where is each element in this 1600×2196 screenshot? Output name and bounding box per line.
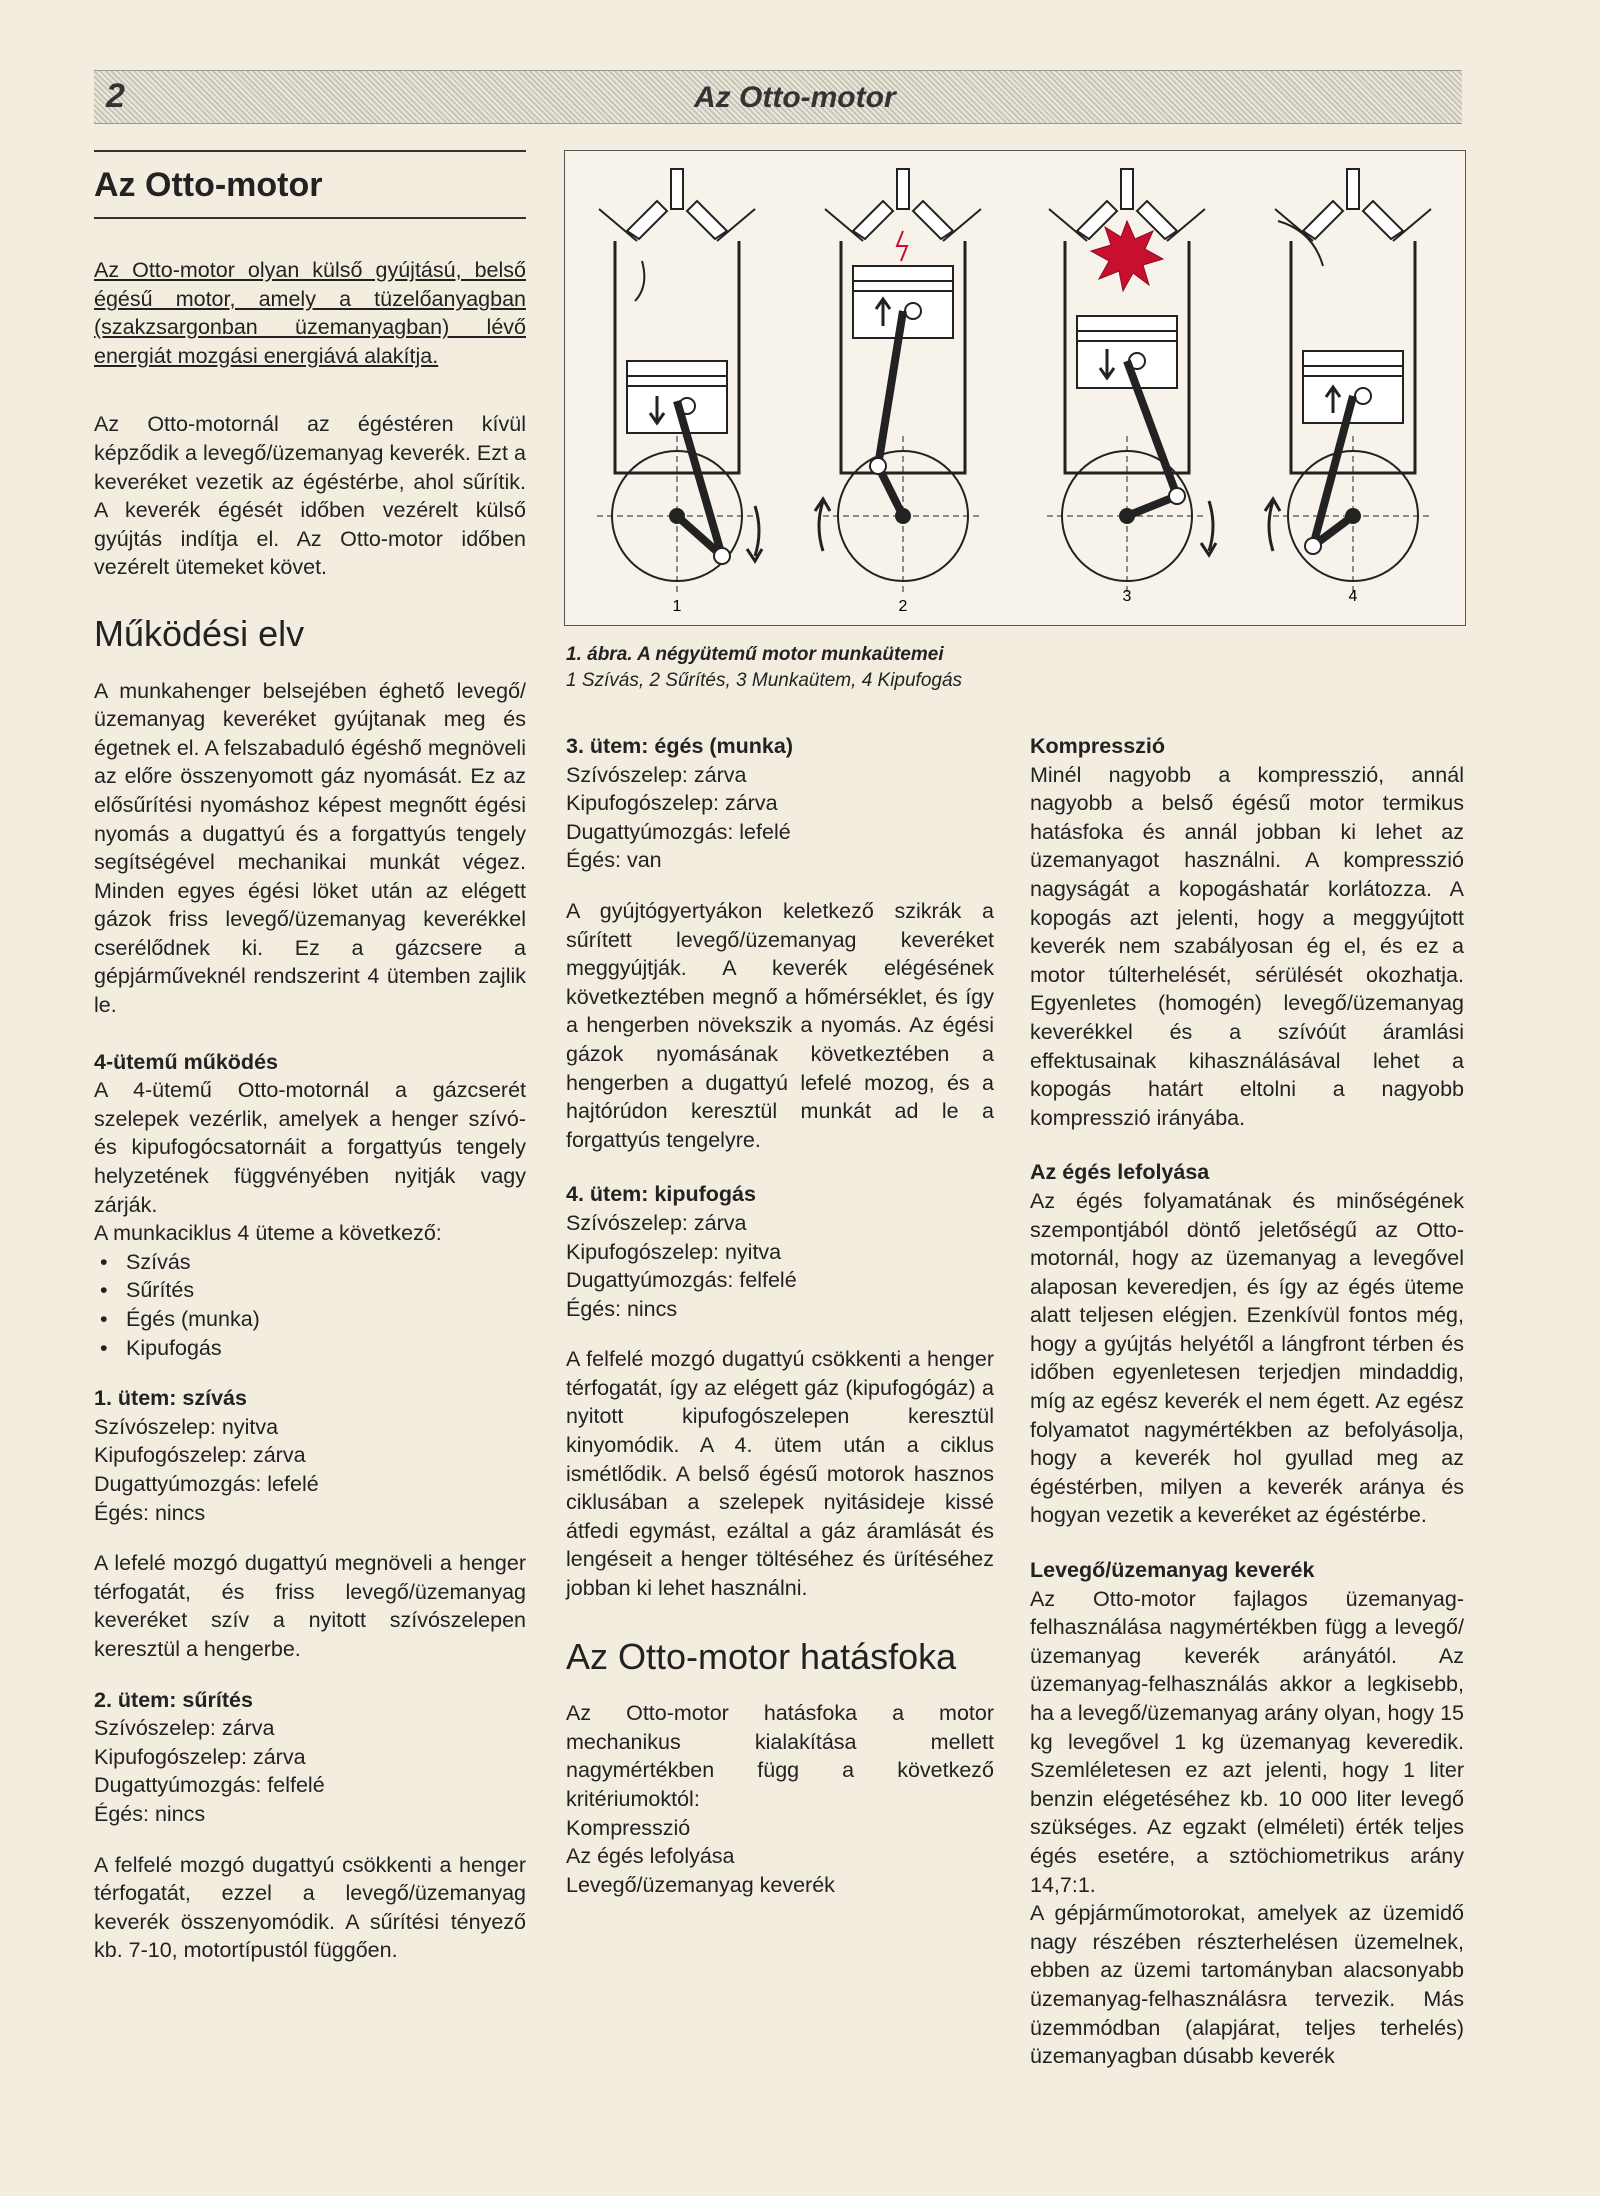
heading-stroke-1: 1. ütem: szívás xyxy=(94,1386,247,1411)
cylinder-1-intake xyxy=(597,169,762,596)
main-title: Az Otto-motor xyxy=(94,150,526,219)
stroke-1-line: Kipufogószelep: zárva xyxy=(94,1443,306,1468)
stroke-1-paragraph: A lefelé mozgó dugattyú megnöveli a henger térfogatát, és friss levegő/üzemanyag keveréket szív a nyitott szívószelepen keresztül a hengerbe. xyxy=(94,1551,526,1661)
stroke-1-line: Dugattyúmozgás: lefelé xyxy=(94,1471,319,1496)
mixture-paragraph-2: A gépjárműmotorokat, amelyek az üzemidő nagy részében részterhelésen üzemelnek, ebben az üzemi tartományban alacsonyabb üzemanyag-felhasználásra tervezik. Más üzemmódban (alapjárat, teljes terhelés) üzemanyagban dúsabb keverék xyxy=(1030,1901,1464,2069)
paragraph-1: Az Otto-motornál az égéstéren kívül képződik a levegő/üzemanyag keverék. Ezt a keveréket vezetik az égéstérbe, ahol sűrítik. A keverék égését időben vezérelt külső gyújtás indítja el. Az Otto-motor időben vezérelt ütemeket követ. xyxy=(94,412,526,580)
heading-kompresszio: Kompresszió xyxy=(1030,734,1166,758)
list-item: • Sűrítés xyxy=(94,1276,526,1305)
right-column xyxy=(1030,732,1464,2071)
heading-stroke-4: 4. ütem: kipufogás xyxy=(566,1182,756,1207)
middle-column xyxy=(566,732,994,1899)
figure-caption-title: 1. ábra. A négyütemű motor munkaütemei xyxy=(566,644,944,665)
figure-label-4: 4 xyxy=(1348,588,1358,605)
page-header xyxy=(94,70,1462,124)
section-heading-hatasfok: Az Otto-motor hatásfoka xyxy=(566,1635,957,1677)
stroke-3-line: Szívószelep: zárva xyxy=(566,762,747,787)
left-column xyxy=(94,256,526,1987)
engine-stroke-figure xyxy=(564,150,1466,626)
stroke-3-paragraph: A gyújtógyertyákon keletkező szikrák a sűrített levegő/üzemanyag keveréket meggyújtják. A keverék elégésének következtében megnő a hőmérséklet, és így a hengerben növekszik a nyomás. Az égési gázok nyomásának következtében a hengerben a dugattyú lefelé mozog, és a hajtórúdon keresztül munkát ad le a forgattyús tengelyre. xyxy=(566,898,994,1152)
stroke-3-line: Dugattyúmozgás: lefelé xyxy=(566,819,791,844)
stroke-4-line: Kipufogószelep: nyitva xyxy=(566,1239,782,1264)
stroke-4-paragraph: A felfelé mozgó dugattyú csökkenti a henger térfogatát, így az elégett gáz (kipufogógáz) a nyitott kipufogószelepen keresztül kinyomódik. A 4. ütem után a ciklus ismétlődik. A belső égésű motorok hasznos ciklusában a szelepek nyitásideje kissé átfedi egymást, ezáltal a gáz áramlását és lengéseit a henger töltéséhez és ürítéséhez jobban ki lehet használni. xyxy=(566,1347,994,1601)
figure-caption xyxy=(566,642,1026,694)
list-item: • Szívás xyxy=(94,1248,526,1277)
stroke-1-line: Égés: nincs xyxy=(94,1500,206,1525)
efficiency-item: Kompresszió xyxy=(566,1815,691,1840)
cylinder-3-power xyxy=(1047,169,1216,596)
figure-label-2: 2 xyxy=(898,598,908,615)
heading-eges-lefolyasa: Az égés lefolyása xyxy=(1030,1160,1210,1185)
mixture-paragraph-1: Az Otto-motor fajlagos üzemanyag-felhasználása nagymértékben függ a levegő/üzemanyag keverék arányától. Az üzemanyag-felhasználás akkor a legkisebb, ha a levegő/üzemanyag arány olyan, hogy 15 kg levegővel 1 kg üzemanyag keveredik. Szemléletesen ez azt jelenti, hogy 1 liter benzin elégetéséhez kb. 10 000 liter levegő szükséges. Az egzakt (elméleti) érték teljes égés esetére, a sztöchiometrikus arány 14,7:1. xyxy=(1030,1586,1464,1897)
figure-caption-text: 1 Szívás, 2 Sűrítés, 3 Munkaütem, 4 Kipufogás xyxy=(566,670,963,691)
intro-paragraph: Az Otto-motor olyan külső gyújtású, belső égésű motor, amely a tüzelőanyagban (szakzsargonban üzemanyagban) lévő energiát mozgási energiává alakítja. xyxy=(94,258,526,368)
paragraph-4-utemu: A 4-ütemű Otto-motornál a gázcserét szelepek vezérlik, amelyek a henger szívó- és kipufogócsatornáit a forgattyús tengely helyzetének függvényében nyitják vagy zárják. xyxy=(94,1078,526,1217)
heading-keverek: Levegő/üzemanyag keverék xyxy=(1030,1558,1315,1583)
list-intro: A munkaciklus 4 üteme a következő: xyxy=(94,1221,442,1246)
stroke-3-line: Égés: van xyxy=(566,848,662,873)
list-item: • Égés (munka) xyxy=(94,1305,526,1334)
section-heading-mukodesi-elv: Működési elv xyxy=(94,612,305,654)
page-number: 2 xyxy=(106,77,125,115)
stroke-2-line: Dugattyúmozgás: felfelé xyxy=(94,1773,325,1798)
stroke-1-line: Szívószelep: nyitva xyxy=(94,1414,279,1439)
stroke-list xyxy=(94,1248,526,1362)
header-title: Az Otto-motor xyxy=(694,81,896,114)
figure-label-3: 3 xyxy=(1122,588,1132,605)
efficiency-paragraph: Az Otto-motor hatásfoka a motor mechanikus kialakítása mellett nagymértékben függ a következő kritériumoktól: xyxy=(566,1701,994,1811)
efficiency-item: Levegő/üzemanyag keverék xyxy=(566,1872,835,1897)
heading-4-utemu: 4-ütemű működés xyxy=(94,1049,278,1074)
four-stroke-diagram xyxy=(565,151,1465,625)
heading-stroke-3: 3. ütem: égés (munka) xyxy=(566,734,793,758)
heading-stroke-2: 2. ütem: sűrítés xyxy=(94,1687,253,1712)
efficiency-item: Az égés lefolyása xyxy=(566,1844,735,1869)
cylinder-2-compression xyxy=(815,169,983,596)
stroke-2-line: Kipufogószelep: zárva xyxy=(94,1744,306,1769)
cylinder-4-exhaust xyxy=(1265,169,1433,596)
compression-paragraph: Minél nagyobb a kompresszió, annál nagyobb a belső égésű motor termikus hatásfoka és annál jobban ki lehet az üzemanyagot használni. A kompresszió nagyságát a kopogáshatár korlátozza. A kopogás azt jelenti, hogy a meggyújtott keverék nem szabályosan ég el, és ez a motor túlterhelését, sérülését okozhatja. Egyenletes (homogén) levegő/üzemanyag keverékkel és a szívóút áramlási effektusainak kihasználásával lehet a kopogás határt eltolni a nagyobb kompresszió irányába. xyxy=(1030,762,1464,1130)
list-item: • Kipufogás xyxy=(94,1334,526,1363)
stroke-4-line: Dugattyúmozgás: felfelé xyxy=(566,1268,797,1293)
stroke-4-line: Szívószelep: zárva xyxy=(566,1210,747,1235)
combustion-paragraph: Az égés folyamatának és minőségének szempontjából döntő jeletőségű az Otto-motornál, hogy az üzemanyag a levegővel alaposan keveredjen, és így az égés üteme alatt teljesen elégjen. Ezenkívül fontos még, hogy a gyújtás helyétől a lángfront térben és időben egyenletesen terjedjen mindaddig, míg az egész keverék el nem égett. Az egész folyamatot nagymértékben az befolyásolja, hogy a keverék hol gyullad meg az égéstérben, milyen a keverék aránya és hogyan vezetik a keveréket az égéstérbe. xyxy=(1030,1188,1464,1528)
stroke-2-line: Szívószelep: zárva xyxy=(94,1716,275,1741)
stroke-3-line: Kipufogószelep: zárva xyxy=(566,791,778,816)
figure-label-1: 1 xyxy=(672,598,682,615)
stroke-2-paragraph: A felfelé mozgó dugattyú csökkenti a henger térfogatát, ezzel a levegő/üzemanyag keverék összenyomódik. A sűrítési tényező kb. 7-10, motortípustól függően. xyxy=(94,1852,526,1963)
stroke-4-line: Égés: nincs xyxy=(566,1296,678,1321)
stroke-2-line: Égés: nincs xyxy=(94,1801,206,1826)
paragraph-mukodesi-elv: A munkahenger belsejében éghető levegő/üzemanyag keveréket gyújtanak meg és égetnek el. A felszabaduló égéshő megnöveli az előre összenyomott gáz nyomását. Ez az elősűrítési nyomáshoz képest megnőtt égési nyomás a dugattyú és a forgattyús tengely segítségével mechanikai munkát végez. Minden egyes égési löket után az elégett gázok friss levegő/üzemanyag keverékkel cserélődnek ki. Ez a gázcsere a gépjárműveknél rendszerint 4 ütemben zajlik le. xyxy=(94,678,526,1018)
